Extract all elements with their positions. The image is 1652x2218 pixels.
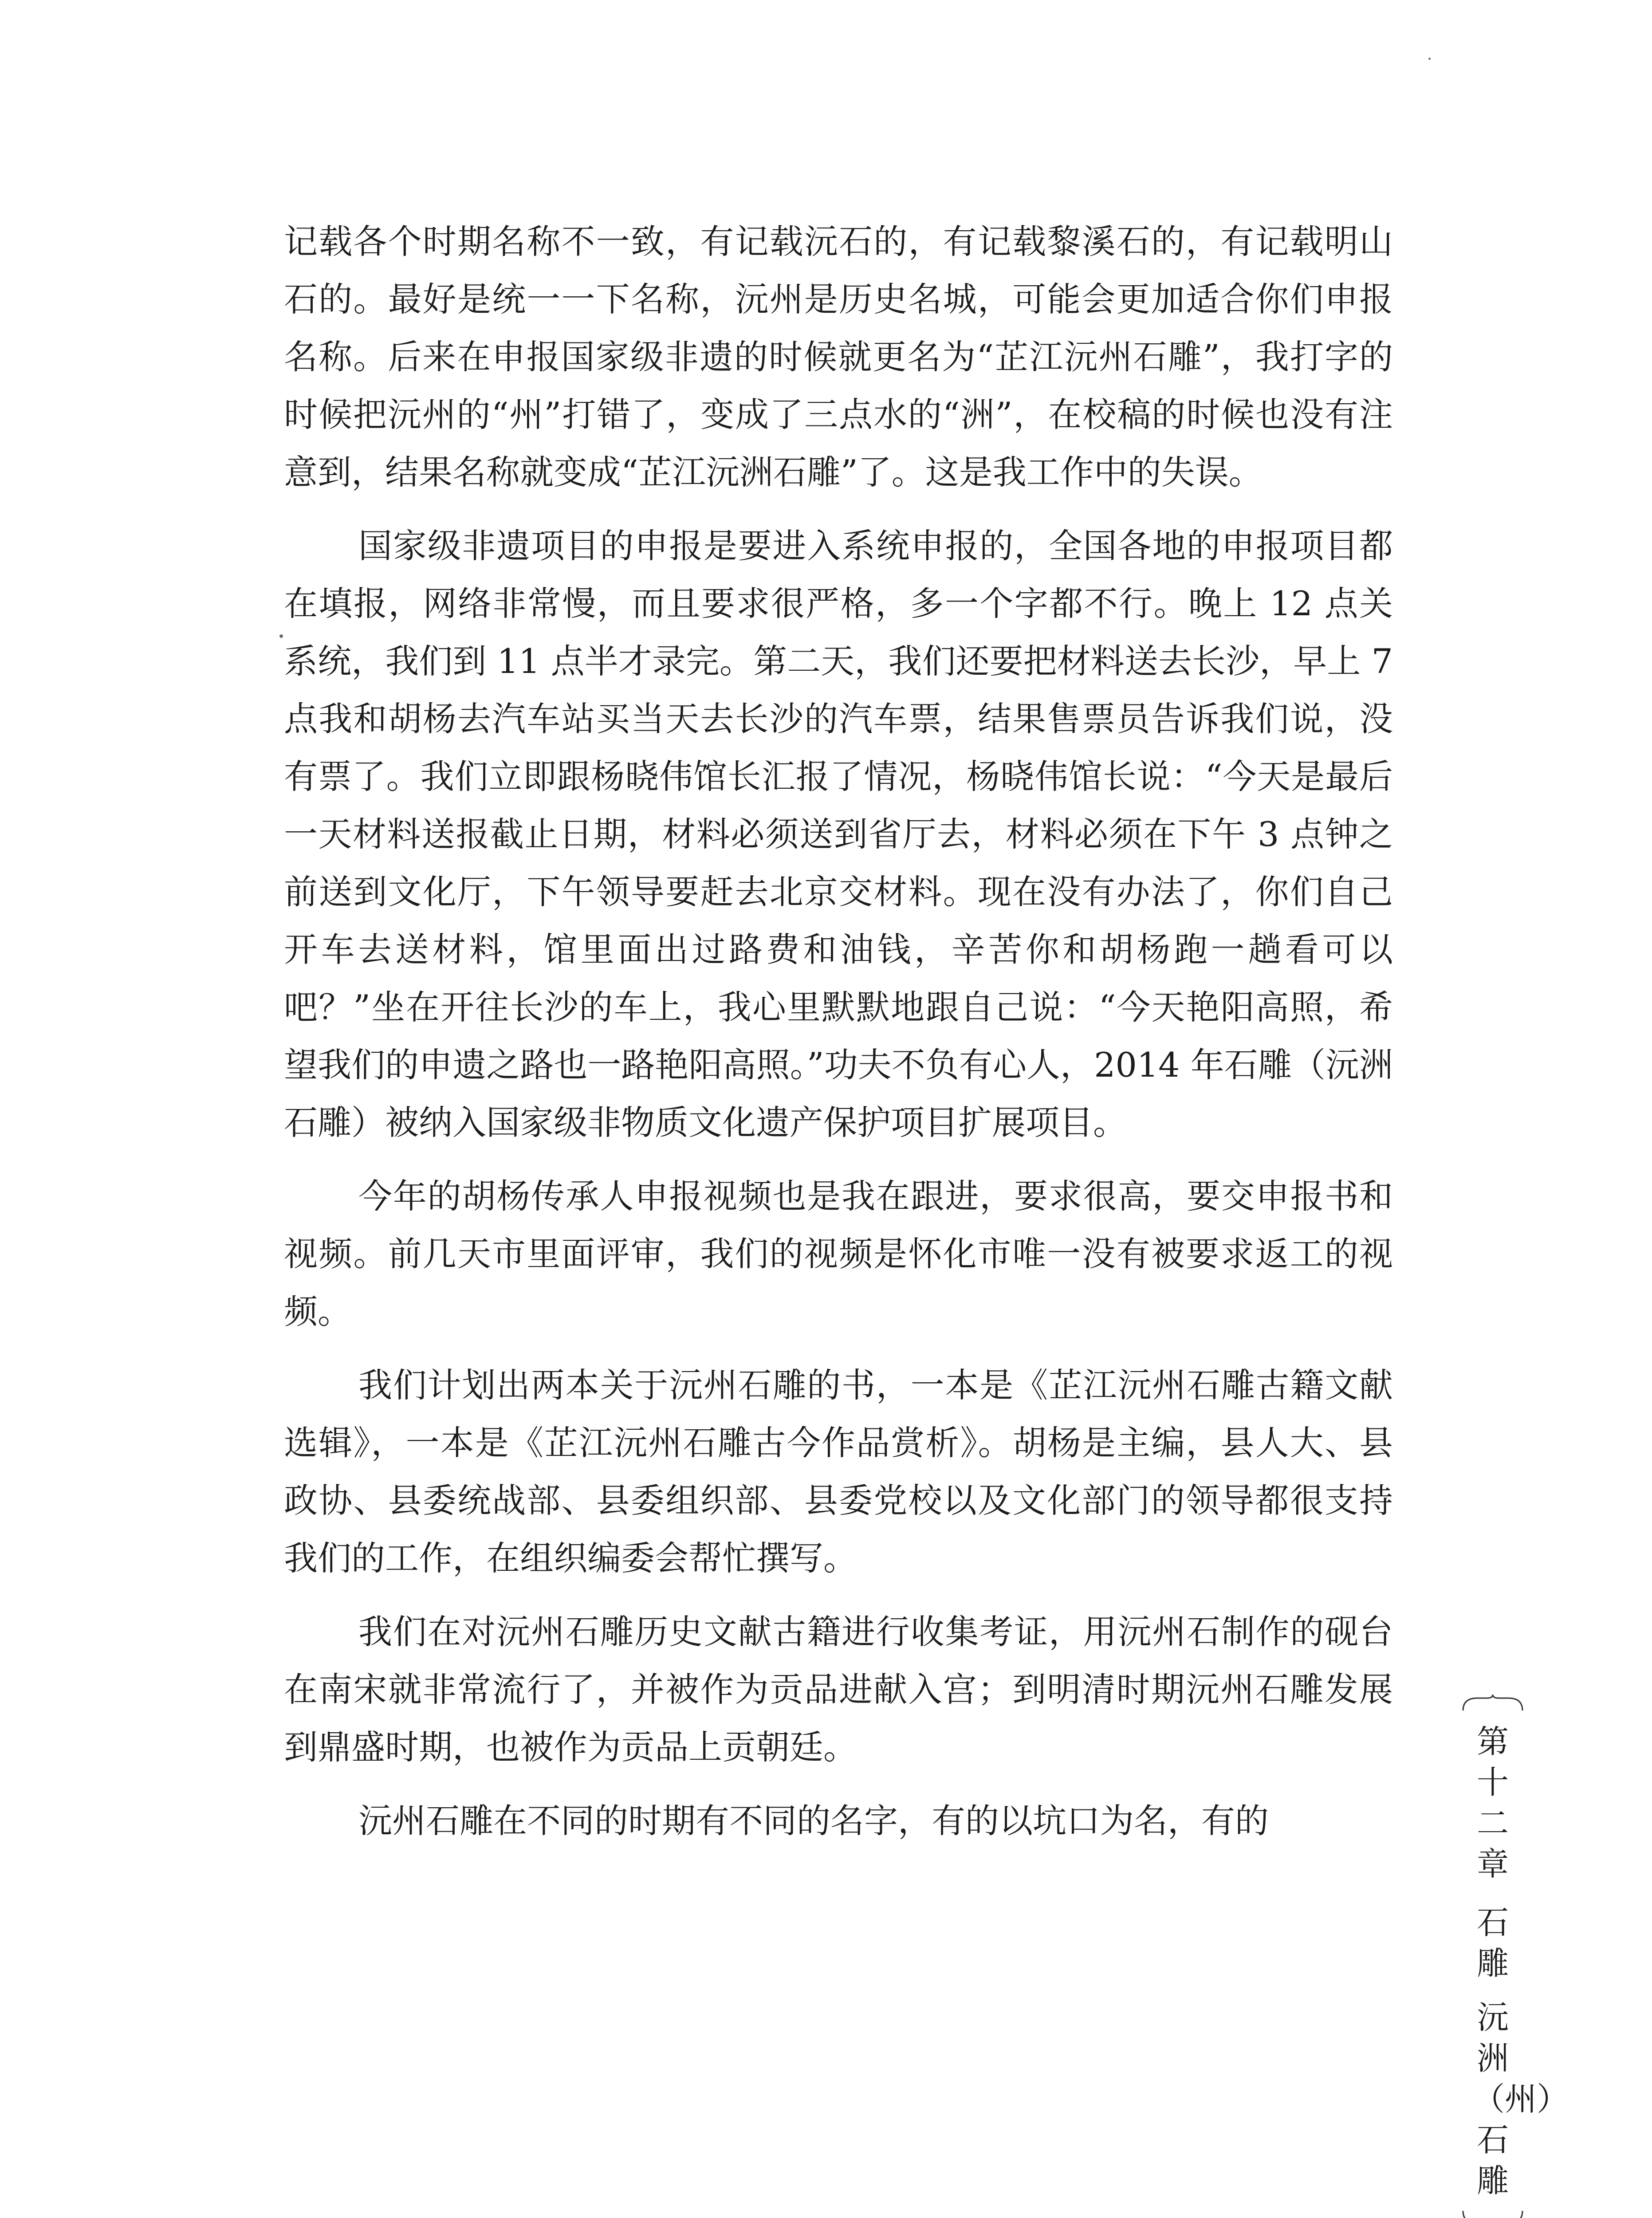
paragraph: 记载各个时期名称不一致，有记载沅石的，有记载黎溪石的，有记载明山石的。最好是统一一下名称，沅州是历史名城，可能会更加适合你们申报名称。后来在申报国家级非遗的时候就更名为“芷江沅州石雕”，我打字的时候把沅州的“州”打错了，变成了三点水的“洲”，在校稿的时候也没有注意到，结果名称就变成“芷江沅洲石雕”了。这是我工作中的失误。 xyxy=(284,222,1393,492)
scan-speck xyxy=(279,634,283,638)
paragraph: 沅州石雕在不同的时期有不同的名字，有的以坑口为名，有的 xyxy=(358,1801,1269,1840)
bracket-top-ornament xyxy=(1459,1695,1526,1712)
paragraph: 我们计划出两本关于沅州石雕的书，一本是《芷江沅州石雕古籍文献选辑》，一本是《芷江沅州石雕古今作品赏析》。胡杨是主编，县人大、县政协、县委统战部、县委组织部、县委党校以及文化部门的领导都很支持我们的工作，在组织编委会帮忙撰写。 xyxy=(284,1365,1393,1578)
running-head xyxy=(1455,1695,1569,2218)
paragraph: 我们在对沅州石雕历史文献古籍进行收集考证，用沅州石制作的砚台在南宋就非常流行了，并被作为贡品进献入宫；到明清时期沅州石雕发展到鼎盛时期，也被作为贡品上贡朝廷。 xyxy=(284,1612,1393,1767)
chapter-title: 石雕 xyxy=(1476,1904,1509,1982)
paragraph: 今年的胡杨传承人申报视频也是我在跟进，要求很高，要交申报书和视频。前几天市里面评审，我们的视频是怀化市唯一没有被要求返工的视频。 xyxy=(284,1176,1393,1331)
running-head-label xyxy=(1473,1721,1569,2201)
bracket-bottom-ornament xyxy=(1459,2209,1526,2218)
paragraph: 国家级非遗项目的申报是要进入系统申报的，全国各地的申报项目都在填报，网络非常慢，而且要求很严格，多一个字都不行。晚上 12 点关系统，我们到 11 点半才录完。第二天，我们还要把材料送去长沙，早上 7 点我和胡杨去汽车站买当天去长沙的汽车票，结果售票员告诉我们说，没有票了。我们立即跟杨晓伟馆长汇报了情况，杨晓伟馆长说：“今天是最后一天材料送报截止日期，材料必须送到省厅去，材料必须在下午 3 点钟之前送到文化厅，下午领导要赶去北京交材料。现在没有办法了，你们自己开车去送材料，馆里面出过路费和油钱，辛苦你和胡杨跑一趟看可以吧？”坐在开往长沙的车上，我心里默默地跟自己说：“今天艳阳高照，希望我们的申遗之路也一路艳阳高照。”功夫不负有心人，2014 年石雕（沅洲石雕）被纳入国家级非物质文化遗产保护项目扩展项目。 xyxy=(284,526,1393,1142)
scan-speck xyxy=(1428,58,1431,60)
chapter-label: 第十二章 xyxy=(1476,1723,1509,1883)
chapter-subtitle: 沅洲（州）石雕 xyxy=(1473,1999,1569,2199)
body-text xyxy=(284,213,1393,1866)
